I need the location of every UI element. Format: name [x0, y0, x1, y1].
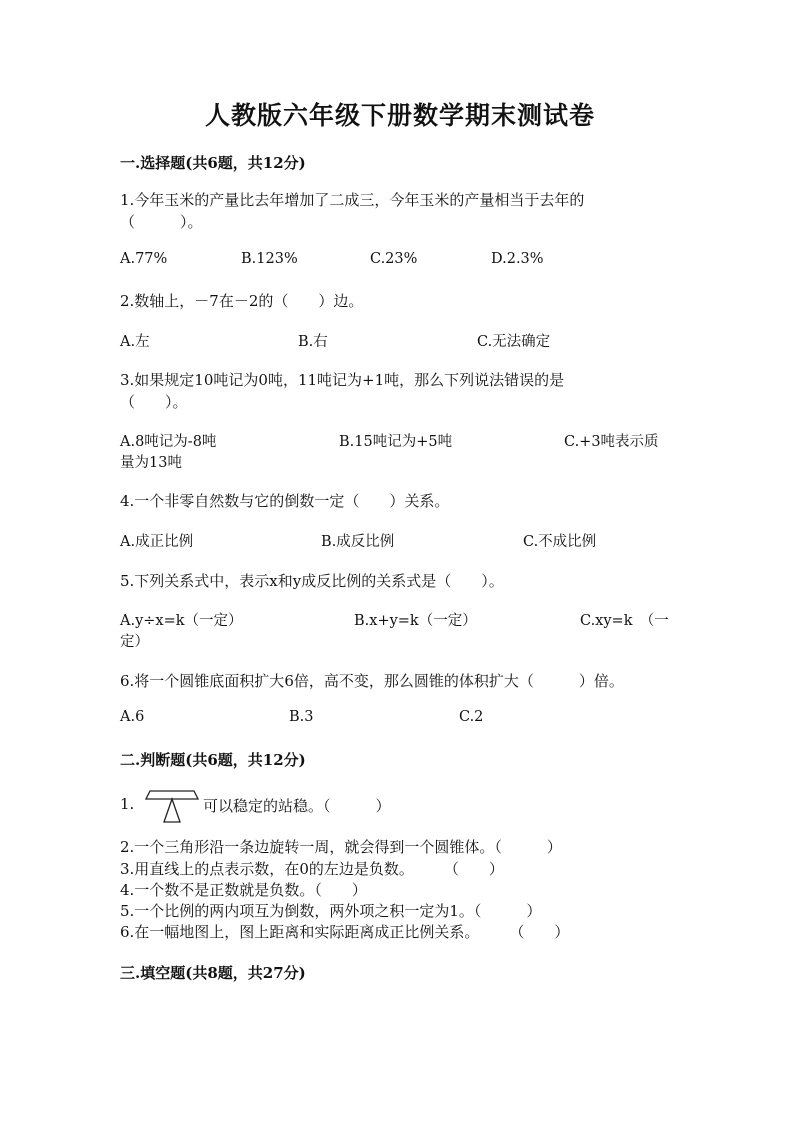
- q2-option-c: C.无法确定: [477, 334, 551, 350]
- q3-option-c-continued: 量为13吨: [120, 455, 182, 471]
- judge-1-number: 1.: [120, 795, 135, 813]
- q5-option-b: B.x+y=k（一定）: [354, 613, 477, 629]
- judge-1-text: 可以稳定的站稳。（ ）: [203, 797, 391, 815]
- q3-option-b: B.15吨记为+5吨: [339, 434, 453, 450]
- judge-4: 4.一个数不是正数就是负数。（ ）: [120, 881, 367, 899]
- q5-option-c-continued: 定）: [120, 634, 149, 650]
- question-6: 6.将一个圆锥底面积扩大6倍，高不变，那么圆锥的体积扩大（ ）倍。: [120, 672, 624, 690]
- question-2: 2.数轴上，－7在－2的（ ）边。: [120, 292, 364, 310]
- question-3-line1: 3.如果规定10吨记为0吨，11吨记为+1吨，那么下列说法错误的是: [120, 371, 565, 389]
- stool-figure-icon: [144, 786, 200, 828]
- q4-option-c: C.不成比例: [523, 534, 597, 550]
- judge-5: 5.一个比例的两内项互为倒数，两外项之积一定为1。（ ）: [120, 902, 542, 920]
- judge-3: 3.用直线上的点表示数，在0的左边是负数。 （ ）: [120, 860, 504, 878]
- section-heading-fill: 三.填空题(共8题，共27分): [120, 964, 306, 982]
- q3-option-a: A.8吨记为-8吨: [120, 434, 217, 450]
- q6-option-a: A.6: [120, 709, 145, 725]
- question-5: 5.下列关系式中，表示x和y成反比例的关系式是（ ）。: [120, 572, 504, 590]
- section-heading-judge: 二.判断题(共6题，共12分): [120, 751, 306, 769]
- judge-2: 2.一个三角形沿一条边旋转一周，就会得到一个圆锥体。（ ）: [120, 838, 562, 856]
- q5-option-a: A.y÷x=k（一定）: [120, 613, 243, 629]
- q6-option-c: C.2: [459, 709, 484, 725]
- page-title: 人教版六年级下册数学期末测试卷: [204, 101, 595, 130]
- q4-option-a: A.成正比例: [120, 534, 194, 550]
- q2-option-b: B.右: [298, 334, 328, 350]
- q6-option-b: B.3: [289, 709, 314, 725]
- question-1-line1: 1.今年玉米的产量比去年增加了二成三，今年玉米的产量相当于去年的: [120, 191, 585, 209]
- q1-option-b: B.123%: [241, 251, 298, 267]
- question-1-line2: （ ）。: [120, 213, 203, 231]
- question-3-line2: （ ）。: [120, 393, 188, 411]
- q1-option-a: A.77%: [120, 251, 168, 267]
- q4-option-b: B.成反比例: [321, 534, 395, 550]
- q3-option-c: C.+3吨表示质: [564, 434, 659, 450]
- section-heading-choice: 一.选择题(共6题，共12分): [120, 154, 306, 172]
- question-4: 4.一个非零自然数与它的倒数一定（ ）关系。: [120, 492, 450, 510]
- q2-option-a: A.左: [120, 334, 150, 350]
- judge-6: 6.在一幅地图上，图上距离和实际距离成正比例关系。 （ ）: [120, 923, 570, 941]
- q1-option-c: C.23%: [370, 251, 418, 267]
- q5-option-c: C.xy=k （一: [580, 613, 669, 629]
- q1-option-d: D.2.3%: [491, 251, 544, 267]
